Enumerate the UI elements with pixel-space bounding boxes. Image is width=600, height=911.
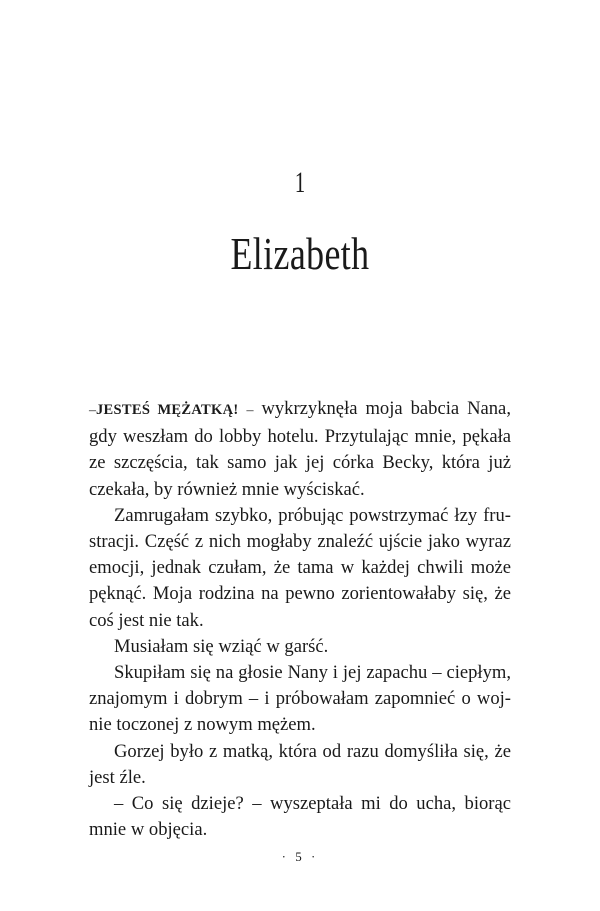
opening-dash: – (89, 403, 96, 418)
paragraph-2: Zamrugałam szybko, próbując powstrzymać łzy frustracji. Część z nich mogłaby znaleźć ujście jako wyraz emocji, jednak czułam, że tama w każdej chwili może pęknąć. Moja rodzina na pewno zorientowałaby się, że coś jest nie tak. (89, 504, 511, 631)
paragraph-6: – Co się dzieje? – wyszeptała mi do ucha, biorąc mnie w objęcia. (89, 793, 511, 841)
paragraph-3: Musiałam się wziąć w garść. (114, 635, 329, 657)
paragraph-5: Gorzej było z matką, która od razu domyśliła się, że jest źle. (89, 740, 511, 788)
paragraph-1-text: wykrzyknęła moja babcia Nana, gdy weszłam do lobby hotelu. Przytulając mnie, pękała ze szczęścia, tak samo jak jej córka Becky, która już czekała, by również mnie wyściskać. (89, 398, 511, 500)
paragraph-1 (89, 396, 511, 503)
page-number: · 5 · (281, 849, 319, 864)
lead-in-smallcaps: JESTEŚ MĘŻATKĄ! (96, 402, 239, 418)
chapter-title: Elizabeth (230, 228, 370, 279)
paragraph-4: Skupiłam się na głosie Nany i jej zapachu – ciepłym, znajomym i dobrym – i próbowałam zapomnieć o wojnie toczonej z nowym mężem. (89, 662, 511, 736)
chapter-number: 1 (294, 166, 306, 199)
closing-dash: – (246, 403, 254, 418)
body-text (89, 396, 511, 843)
